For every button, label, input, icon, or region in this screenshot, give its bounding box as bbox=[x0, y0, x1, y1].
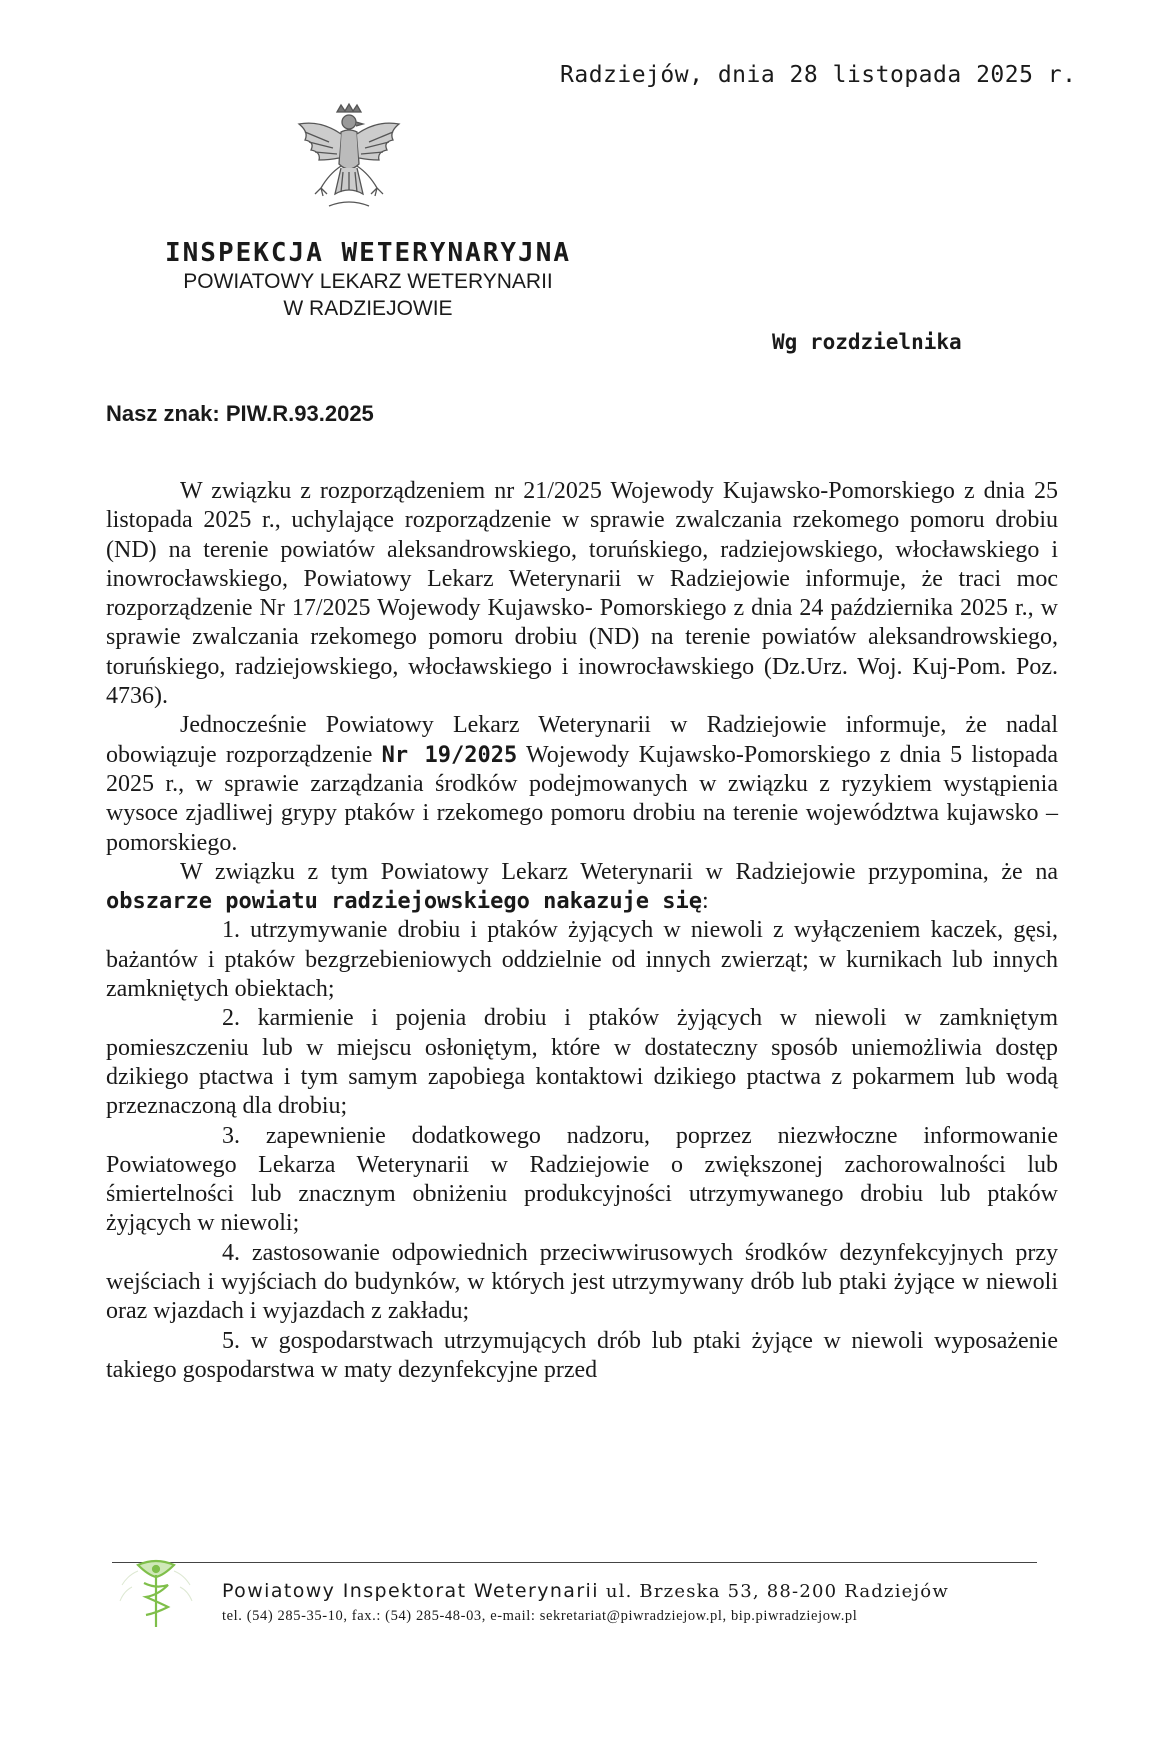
paragraph-2 bbox=[106, 711, 1058, 857]
paragraph-2-start: Jednocześnie Powiatowy Lekarz Weterynarii w Radziejowie informuje, że nadal obowiązuje rozporządzenie bbox=[106, 712, 1058, 768]
polish-eagle-emblem-icon bbox=[285, 102, 413, 220]
institution-location: W RADZIEJOWIE bbox=[283, 297, 453, 320]
paragraph-3 bbox=[106, 858, 1058, 917]
letter-body bbox=[106, 477, 1058, 1385]
order-emphasis: obszarze powiatu radziejowskiego nakazuje się bbox=[106, 889, 703, 915]
institution-name: INSPEKCJA WETERYNARYJNA bbox=[164, 238, 572, 268]
institution-header bbox=[98, 238, 638, 322]
footer-organization: Powiatowy Inspektorat Weterynarii bbox=[222, 1580, 599, 1602]
footer-contact: tel. (54) 285-35-10, fax.: (54) 285-48-03, e-mail: sekretariat@piwradziejow.pl, bip.piwradziejow.pl bbox=[222, 1608, 858, 1624]
institution-office: POWIATOWY LEKARZ WETERYNARII bbox=[183, 270, 553, 293]
list-item: 4. zastosowanie odpowiednich przeciwwirusowych środków dezynfekcyjnych przy wejściach i wyjściach do budynków, w których jest utrzymywany drób lub ptaki żyjące w niewoli oraz wjazdach i wyjazdach z zakładu; bbox=[106, 1239, 1058, 1325]
regulation-number: Nr 19/2025 bbox=[381, 742, 518, 768]
list-item: 2. karmienie i pojenia drobiu i ptaków żyjących w niewoli w zamkniętym pomieszczeniu lub w miejscu osłoniętym, które w dostateczny sposób uniemożliwia dostęp dzikiego ptactwa i tym samym zapobiega kontaktowi dzikiego ptactwa z pokarmem lub wodą przeznaczoną dla drobiu; bbox=[106, 1005, 1058, 1120]
veterinary-caduceus-logo-icon bbox=[116, 1555, 196, 1631]
letter-date: Radziejów, dnia 28 listopada 2025 r. bbox=[560, 62, 1077, 88]
footer-divider bbox=[112, 1562, 1037, 1563]
list-item: 1. utrzymywanie drobiu i ptaków żyjących w niewoli z wyłączeniem kaczek, gęsi, bażantów i ptaków bezgrzebieniowych oddzielnie od innych zwierząt; w kurnikach lub innych zamkniętych obiektach; bbox=[106, 917, 1058, 1003]
paragraph-3-start: W związku z tym Powiatowy Lekarz Weterynarii w Radziejowie przypomina, że na bbox=[180, 858, 1058, 885]
paragraph-2-end: Wojewody Kujawsko-Pomorskiego z dnia 5 listopada 2025 r., w sprawie zarządzania środków podejmowanych w związku z ryzykiem wystąpienia wysoce zjadliwej grypy ptaków i rzekomego pomoru drobiu na terenie województwa kujawsko – pomorskiego. bbox=[106, 741, 1058, 856]
recipient-line: Wg rozdzielnika bbox=[772, 330, 962, 354]
footer-address: ul. Brzeska 53, 88-200 Radziejów bbox=[605, 1581, 949, 1602]
paragraph-1: W związku z rozporządzeniem nr 21/2025 Wojewody Kujawsko-Pomorskiego z dnia 25 listopada 2025 r., uchylające rozporządzenie w sprawie zwalczania rzekomego pomoru drobiu (ND) na terenie powiatów aleksandrowskiego, toruńskiego, radziejowskiego, włocławskiego i inowrocławskiego, Powiatowy Lekarz Weterynarii w Radziejowie informuje, że traci moc rozporządzenie Nr 17/2025 Wojewody Kujawsko- Pomorskiego z dnia 24 października 2025 r., w sprawie zwalczania rzekomego pomoru drobiu (ND) na terenie powiatów aleksandrowskiego, toruńskiego, radziejowskiego, włocławskiego i inowrocławskiego (Dz.Urz. Woj. Kuj-Pom. Poz. 4736). bbox=[106, 478, 1058, 710]
footer-address-line bbox=[222, 1580, 949, 1602]
list-item: 3. zapewnienie dodatkowego nadzoru, poprzez niezwłoczne informowanie Powiatowego Lekarza Weterynarii w Radziejowie o zwiększonej zachorowalności lub śmiertelności lub znacznym obniżeniu produkcyjności utrzymywanego drobiu lub ptaków żyjących w niewoli; bbox=[106, 1122, 1058, 1237]
paragraph-3-end: : bbox=[702, 888, 709, 915]
list-item: 5. w gospodarstwach utrzymujących drób lub ptaki żyjące w niewoli wyposażenie takiego gospodarstwa w maty dezynfekcyjne przed bbox=[106, 1327, 1058, 1383]
reference-number: Nasz znak: PIW.R.93.2025 bbox=[106, 401, 374, 426]
